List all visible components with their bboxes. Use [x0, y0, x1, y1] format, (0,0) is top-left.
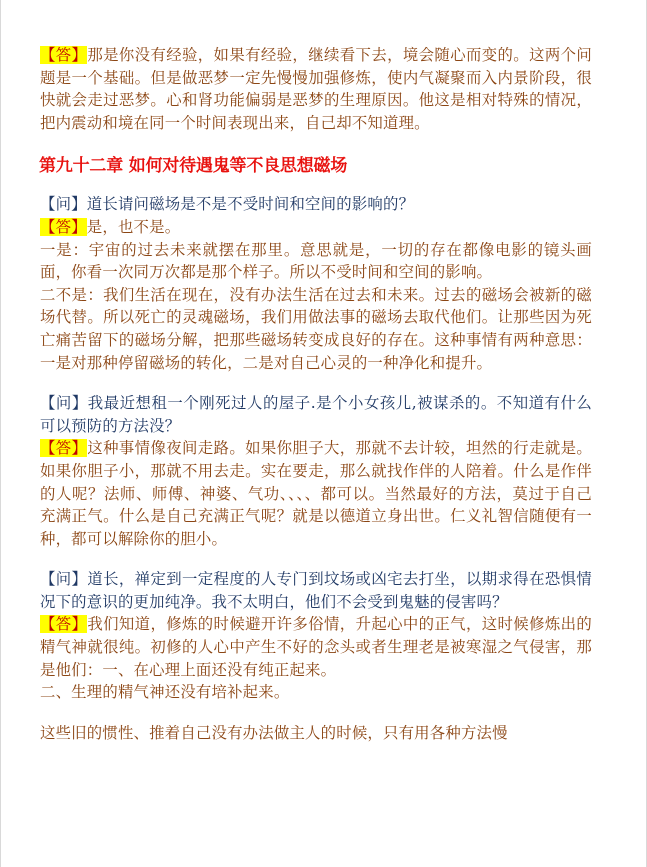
answer-tag: 【答】 [40, 615, 88, 634]
answer-tag: 【答】 [40, 46, 88, 64]
paragraph-gap [40, 374, 592, 392]
answer-continuation: 二不是：我们生活在现在，没有办法生活在过去和未来。过去的磁场会被新的磁场代替。所以死亡的灵魂磁场，我们用做法事的磁场去取代他们。让那些因为死亡痛苦留下的磁场分解，把那些磁场转变成良好的存在。这种事情有两种意思：一是对那种停留磁场的转化，二是对自己心灵的一种净化和提升。 [40, 285, 592, 372]
question-text: 道长请问磁场是不是不受时间和空间的影响的？ [86, 195, 415, 214]
answer-paragraph [40, 437, 592, 550]
answer-paragraph [40, 613, 592, 681]
paragraph-gap [40, 550, 592, 568]
question-paragraph [40, 193, 592, 216]
paragraph-gap [40, 704, 592, 722]
answer-text: 我们知道，修炼的时候避开许多俗情，升起心中的正气，这时候修炼出的精气神就很纯。初修的人心中产生不好的念头或者生理老是被寒湿之气侵害，那是他们：一、在心理上面还没有纯正起来。 [40, 615, 592, 679]
question-paragraph [40, 568, 592, 613]
question-tag: 【问】 [40, 570, 88, 589]
answer-text: 那是你没有经验，如果有经验，继续看下去，境会随心而变的。这两个问题是一个基础。但是做恶梦一定先慢慢加强修炼，使内气凝聚而入内景阶段，很快就会走过恶梦。心和肾功能偏弱是恶梦的生理原因。他这是相对特殊的情况，把内震动和境在同一个时间表现出来，自己却不知道理。 [40, 46, 592, 132]
question-text: 道长，禅定到一定程度的人专门到坟场或凶宅去打坐，以期求得在恐惧情况下的意识的更加纯净。我不太明白，他们不会受到鬼魅的侵害吗？ [40, 570, 592, 611]
answer-text: 是，也不是。 [86, 217, 181, 236]
answer-continuation: 二、生理的精气神还没有培补起来。 [40, 683, 290, 702]
question-tag: 【问】 [40, 195, 87, 214]
answer-text: 这种事情像夜间走路。如果你胆子大，那就不去计较，坦然的行走就是。如果你胆子小，那就不用去走。实在要走，那么就找作伴的人陪着。什么是作伴的人呢？法师、师傅、神婆、气功、、、、都可以。当然最好的方法，莫过于自己充满正气。什么是自己充满正气呢？就是以德道立身出世。仁义礼智信随便有一种，都可以解除你的胆小。 [40, 439, 592, 548]
document-content [40, 44, 592, 744]
question-paragraph [40, 392, 592, 437]
answer-tag: 【答】 [40, 439, 88, 458]
answer-continuation: 这些旧的惯性、推着自己没有办法做主人的时候，只有用各种方法慢 [40, 723, 508, 742]
question-tag: 【问】 [40, 394, 88, 413]
answer-continuation: 一是：宇宙的过去未来就摆在那里。意思就是，一切的存在都像电影的镜头画面，你看一次同万次都是那个样子。所以不受时间和空间的影响。 [40, 240, 592, 282]
question-text: 我最近想租一个刚死过人的屋子.是个小女孩儿,被谋杀的。不知道有什么可以预防的方法没？ [40, 394, 592, 435]
answer-tag: 【答】 [40, 217, 87, 236]
answer-paragraph [40, 44, 592, 134]
chapter-heading: 第九十二章 如何对待遇鬼等不良思想磁场 [39, 156, 348, 177]
answer-paragraph [40, 216, 592, 239]
